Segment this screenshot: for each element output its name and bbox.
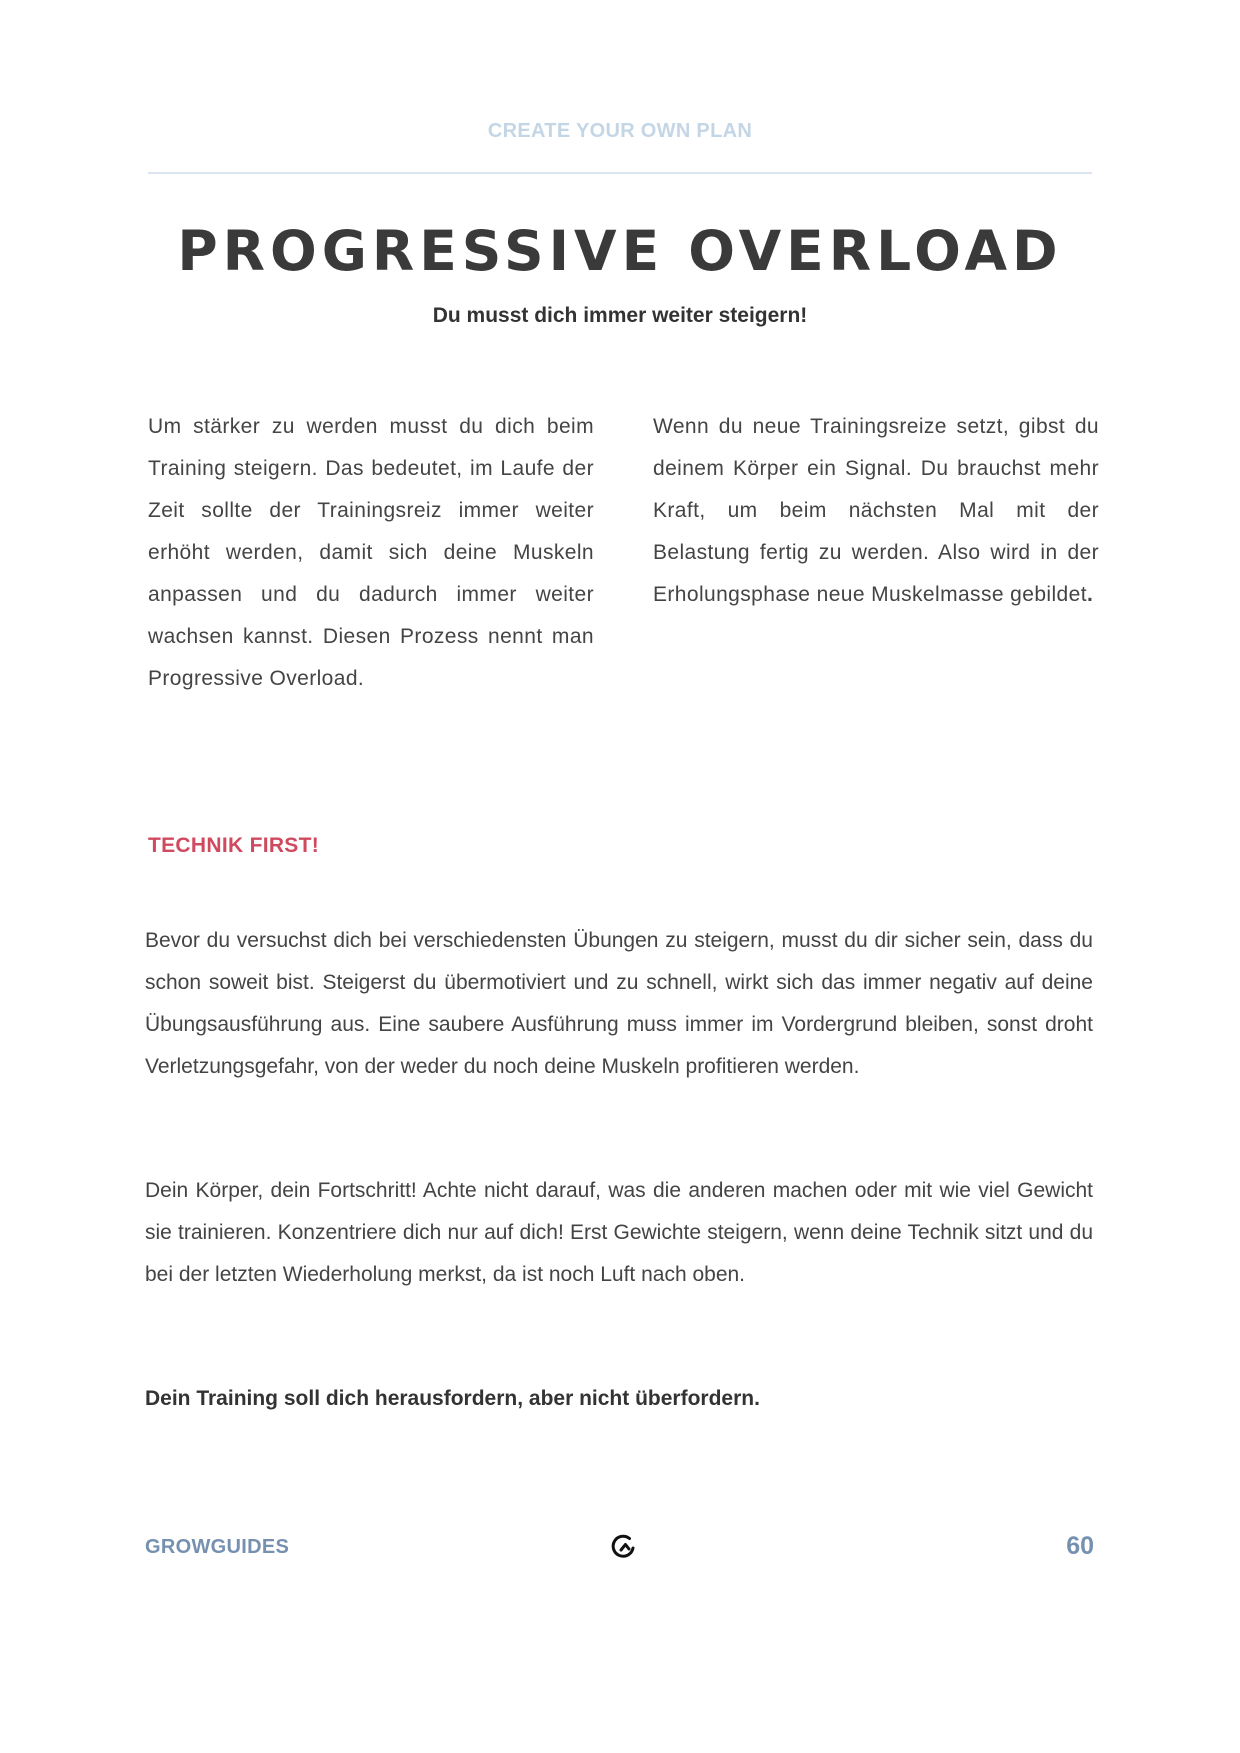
growguides-logo-icon (607, 1530, 639, 1562)
page-title: PROGRESSIVE OVERLOAD (177, 219, 1063, 283)
intro-right-column (653, 406, 1099, 616)
body-paragraph (145, 920, 1093, 1088)
footer-brand: GROWGUIDES (145, 1536, 290, 1558)
page-subtitle: Du musst dich immer weiter steigern! (432, 304, 808, 327)
emphasis-statement: Dein Training soll dich herausfordern, aber nicht überfordern. (145, 1387, 760, 1410)
intro-right-period: . (1086, 583, 1094, 606)
body-paragraph-text: Bevor du versuchst dich bei verschiedensten Übungen zu steigern, musst du dir sicher sein, dass du schon soweit bist. Steigerst du übermotiviert und zu schnell, wirkt sich das immer negativ auf deine Übungsausführung aus. Eine saubere Ausführung muss immer im Vordergrund bleiben, sonst droht Verletzungsgefahr, von der weder du noch deine Muskeln profitieren werden. (145, 929, 1093, 1078)
body-paragraph (145, 1170, 1093, 1296)
page-number: 60 (1066, 1532, 1094, 1560)
body-paragraph-text: Dein Körper, dein Fortschritt! Achte nicht darauf, was die anderen machen oder mit wie viel Gewicht sie trainieren. Konzentriere dich nur auf dich! Erst Gewichte steigern, wenn deine Technik sitzt und du bei der letzten Wiederholung merkst, da ist noch Luft nach oben. (145, 1179, 1093, 1286)
running-header: CREATE YOUR OWN PLAN (487, 120, 753, 142)
header-divider (148, 172, 1092, 174)
growguides-logo-svg (607, 1530, 639, 1562)
intro-left-paragraph: Um stärker zu werden musst du dich beim Training steigern. Das bedeutet, im Laufe der Zeit sollte der Trainingsreiz immer weiter erhöht werden, damit sich deine Muskeln anpassen und du dadurch immer weiter wachsen kannst. Diesen Prozess nennt man Progressive Overload. (148, 415, 594, 690)
intro-right-paragraph (653, 406, 1099, 616)
intro-right-text: Wenn du neue Trainingsreize setzt, gibst du deinem Körper ein Signal. Du brauchst mehr Kraft, um beim nächsten Mal mit der Belastung fertig zu werden. Also wird in der Erholungsphase neue Muskelmasse gebildet (653, 415, 1099, 606)
intro-left-column (148, 406, 594, 700)
section-heading: TECHNIK FIRST! (148, 834, 320, 857)
